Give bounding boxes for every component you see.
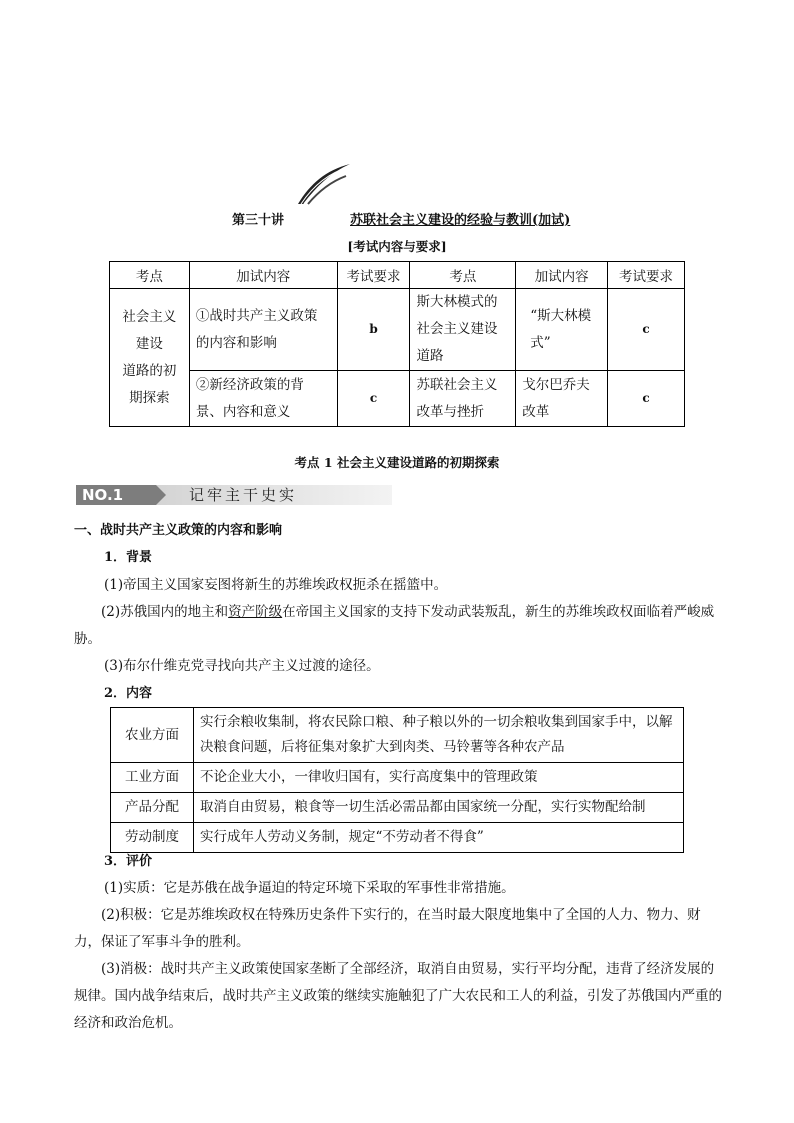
row-label: 工业方面	[111, 763, 194, 793]
background-p2-underlined: 资产阶级	[228, 604, 283, 620]
banner-number: NO.1	[76, 485, 156, 505]
table-header-row	[110, 262, 685, 289]
table-row	[110, 289, 685, 371]
lecture-header	[0, 209, 794, 229]
swoosh-logo-icon	[296, 162, 352, 206]
topic-line: 社会主义	[122, 308, 177, 325]
row-text: 实行成年人劳动义务制，规定“不劳动者不得食”	[194, 823, 684, 853]
table-row	[111, 793, 684, 823]
header-cell: 考点	[410, 262, 516, 289]
background-p2	[74, 599, 722, 653]
header-cell: 考试要求	[337, 262, 410, 289]
level-cell: b	[337, 289, 410, 371]
header-cell: 加试内容	[189, 262, 337, 289]
topic-line: 建设	[135, 335, 163, 352]
level-cell: c	[608, 371, 685, 427]
evaluation-heading: 3．评价	[104, 854, 153, 869]
content-right-cell: “斯大林模式”	[516, 289, 608, 371]
row-label: 农业方面	[111, 708, 194, 763]
lecture-number: 第三十讲	[232, 213, 285, 228]
background-p2-b: 在帝国主义国家的支持下发动武装叛乱，新生的苏维埃政权面临着严峻威胁。	[74, 604, 715, 647]
table-row	[111, 708, 684, 763]
table-row	[110, 371, 685, 427]
level-cell: c	[337, 371, 410, 427]
lecture-title: 苏联社会主义建设的经验与教训(加试)	[350, 213, 571, 228]
evaluation-p3: (3)消极：战时共产主义政策使国家垄断了全部经济，取消自由贸易，实行平均分配，违背了经济发展的规律。国内战争结束后，战时共产主义政策的继续实施触犯了广大农民和工人的利益，引发了苏俄国内严重的经济和政治危机。	[74, 961, 722, 1031]
banner-arrow-icon	[156, 485, 166, 505]
header-cell: 考试要求	[608, 262, 685, 289]
row-label: 劳动制度	[111, 823, 194, 853]
level-cell: c	[608, 289, 685, 371]
row-text: 不论企业大小，一律收归国有，实行高度集中的管理政策	[194, 763, 684, 793]
evaluation-p1: (1)实质：它是苏俄在战争逼迫的特定环境下采取的军事性非常措施。	[104, 880, 515, 896]
row-text: 取消自由贸易，粮食等一切生活必需品都由国家统一分配，实行实物配给制	[194, 793, 684, 823]
header-cell: 考点	[110, 262, 190, 289]
section-banner	[74, 483, 392, 507]
content-cell: ②新经济政策的背景、内容和意义	[189, 371, 337, 427]
kaodian-title: 考点 1 社会主义建设道路的初期探索	[294, 455, 500, 470]
requirements-title: [考试内容与要求]	[347, 239, 447, 254]
content-heading: 2．内容	[104, 686, 153, 701]
background-p2-a: (2)苏俄国内的地主和	[101, 604, 229, 620]
topic-left-cell	[110, 289, 190, 427]
policy-content-table	[110, 707, 684, 853]
content-cell: ①战时共产主义政策的内容和影响	[189, 289, 337, 371]
topic-right-cell: 斯大林模式的社会主义建设道路	[410, 289, 516, 371]
row-label: 产品分配	[111, 793, 194, 823]
background-heading: 1．背景	[104, 550, 153, 565]
background-p3: (3)布尔什维克党寻找向共产主义过渡的途径。	[104, 658, 380, 674]
section-title: 一、战时共产主义政策的内容和影响	[74, 523, 283, 538]
row-text: 实行余粮收集制，将农民除口粮、种子粮以外的一切余粮收集到国家手中，以解决粮食问题，后将征集对象扩大到肉类、马铃薯等各种农产品	[194, 708, 684, 763]
topic-right-cell: 苏联社会主义改革与挫折	[410, 371, 516, 427]
banner-text: 记牢主干史实	[189, 486, 298, 504]
content-right-cell: 戈尔巴乔夫改革	[516, 371, 608, 427]
table-row	[111, 763, 684, 793]
background-p1: (1)帝国主义国家妄图将新生的苏维埃政权扼杀在摇篮中。	[104, 577, 448, 593]
requirements-table	[109, 261, 685, 427]
topic-line: 期探索	[129, 389, 170, 406]
header-cell: 加试内容	[516, 262, 608, 289]
evaluation-p2: (2)积极：它是苏维埃政权在特殊历史条件下实行的，在当时最大限度地集中了全国的人力、物力、财力，保证了军事斗争的胜利。	[74, 907, 701, 950]
topic-line: 道路的初	[122, 362, 177, 379]
